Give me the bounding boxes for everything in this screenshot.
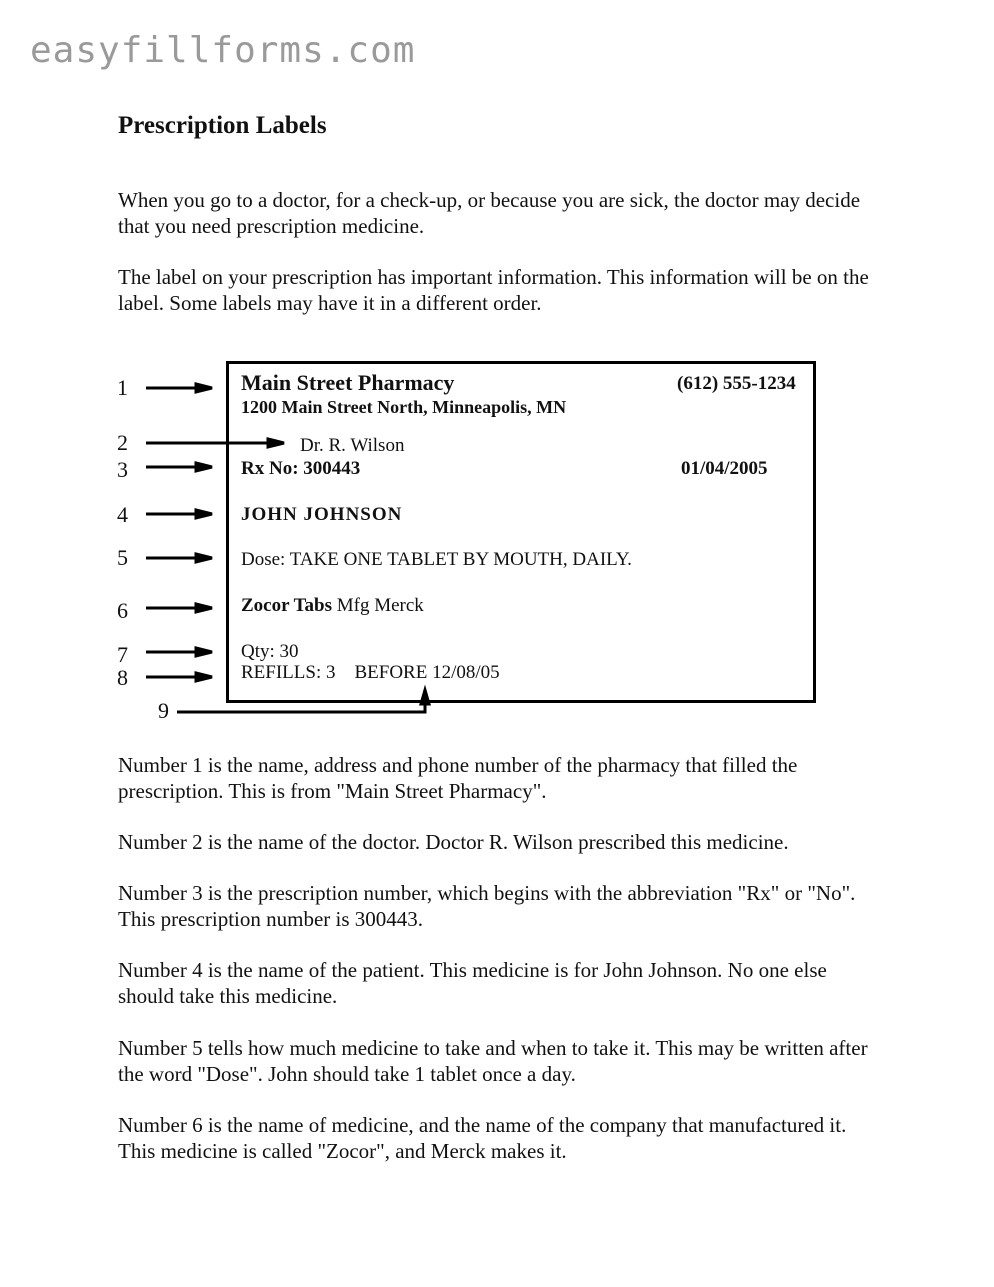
dose-instructions: Dose: TAKE ONE TABLET BY MOUTH, DAILY.: [241, 549, 632, 570]
callout-number-7: 7: [117, 642, 128, 667]
arrowhead-3: [196, 463, 212, 471]
refills: REFILLS: 3 BEFORE 12/08/05: [241, 662, 500, 683]
callout-number-6: 6: [117, 598, 128, 623]
arrowhead-4: [196, 510, 212, 518]
callout-number-5: 5: [117, 545, 128, 570]
explanation-1: Number 1 is the name, address and phone number of the pharmacy that filled the prescription. This is from "Main Street Pharmacy".: [118, 753, 798, 803]
callout-number-4: 4: [117, 502, 128, 527]
rx-number: Rx No: 300443: [241, 458, 361, 479]
quantity: Qty: 30: [241, 641, 299, 662]
callout-number-1: 1: [117, 375, 128, 400]
watermark: easyfillforms.com: [30, 30, 416, 71]
pharmacy-address: 1200 Main Street North, Minneapolis, MN: [241, 397, 567, 417]
arrowhead-8: [196, 673, 212, 681]
explanation-6: Number 6 is the name of medicine, and the name of the company that manufactured it. This medicine is called "Zocor", and Merck makes it.: [118, 1113, 847, 1163]
arrowhead-5: [196, 554, 212, 562]
arrowhead-1: [196, 384, 212, 392]
fill-date: 01/04/2005: [681, 458, 768, 479]
page-title: Prescription Labels: [118, 112, 327, 139]
explanation-3: Number 3 is the prescription number, which begins with the abbreviation "Rx" or "No". This prescription number is 300443.: [118, 881, 856, 931]
callout-number-8: 8: [117, 665, 128, 690]
callout-number-2: 2: [117, 430, 128, 455]
doctor-name: Dr. R. Wilson: [300, 435, 405, 456]
arrowhead-7: [196, 648, 212, 656]
pharmacy-name: Main Street Pharmacy: [241, 370, 455, 395]
pharmacy-phone: (612) 555-1234: [677, 373, 796, 394]
callout-number-3: 3: [117, 457, 128, 482]
explanation-4: Number 4 is the name of the patient. This medicine is for John Johnson. No one else should take this medicine.: [118, 958, 827, 1008]
arrowhead-6: [196, 604, 212, 612]
intro-paragraph-2: The label on your prescription has important information. This information will be on the label. Some labels may have it in a different order.: [118, 265, 869, 315]
callout-number-9: 9: [158, 698, 169, 723]
drug-line: [241, 595, 424, 617]
arrow-9: [177, 702, 425, 712]
explanation-5: Number 5 tells how much medicine to take and when to take it. This may be written after the word "Dose". John should take 1 tablet once a day.: [118, 1036, 868, 1086]
drug-name: Zocor Tabs: [241, 595, 332, 616]
explanation-2: Number 2 is the name of the doctor. Doctor R. Wilson prescribed this medicine.: [118, 830, 789, 854]
manufacturer: Mfg Merck: [336, 595, 424, 616]
intro-paragraph-1: When you go to a doctor, for a check-up, or because you are sick, the doctor may decide that you need prescription medicine.: [118, 188, 861, 238]
patient-name: JOHN JOHNSON: [241, 504, 403, 525]
